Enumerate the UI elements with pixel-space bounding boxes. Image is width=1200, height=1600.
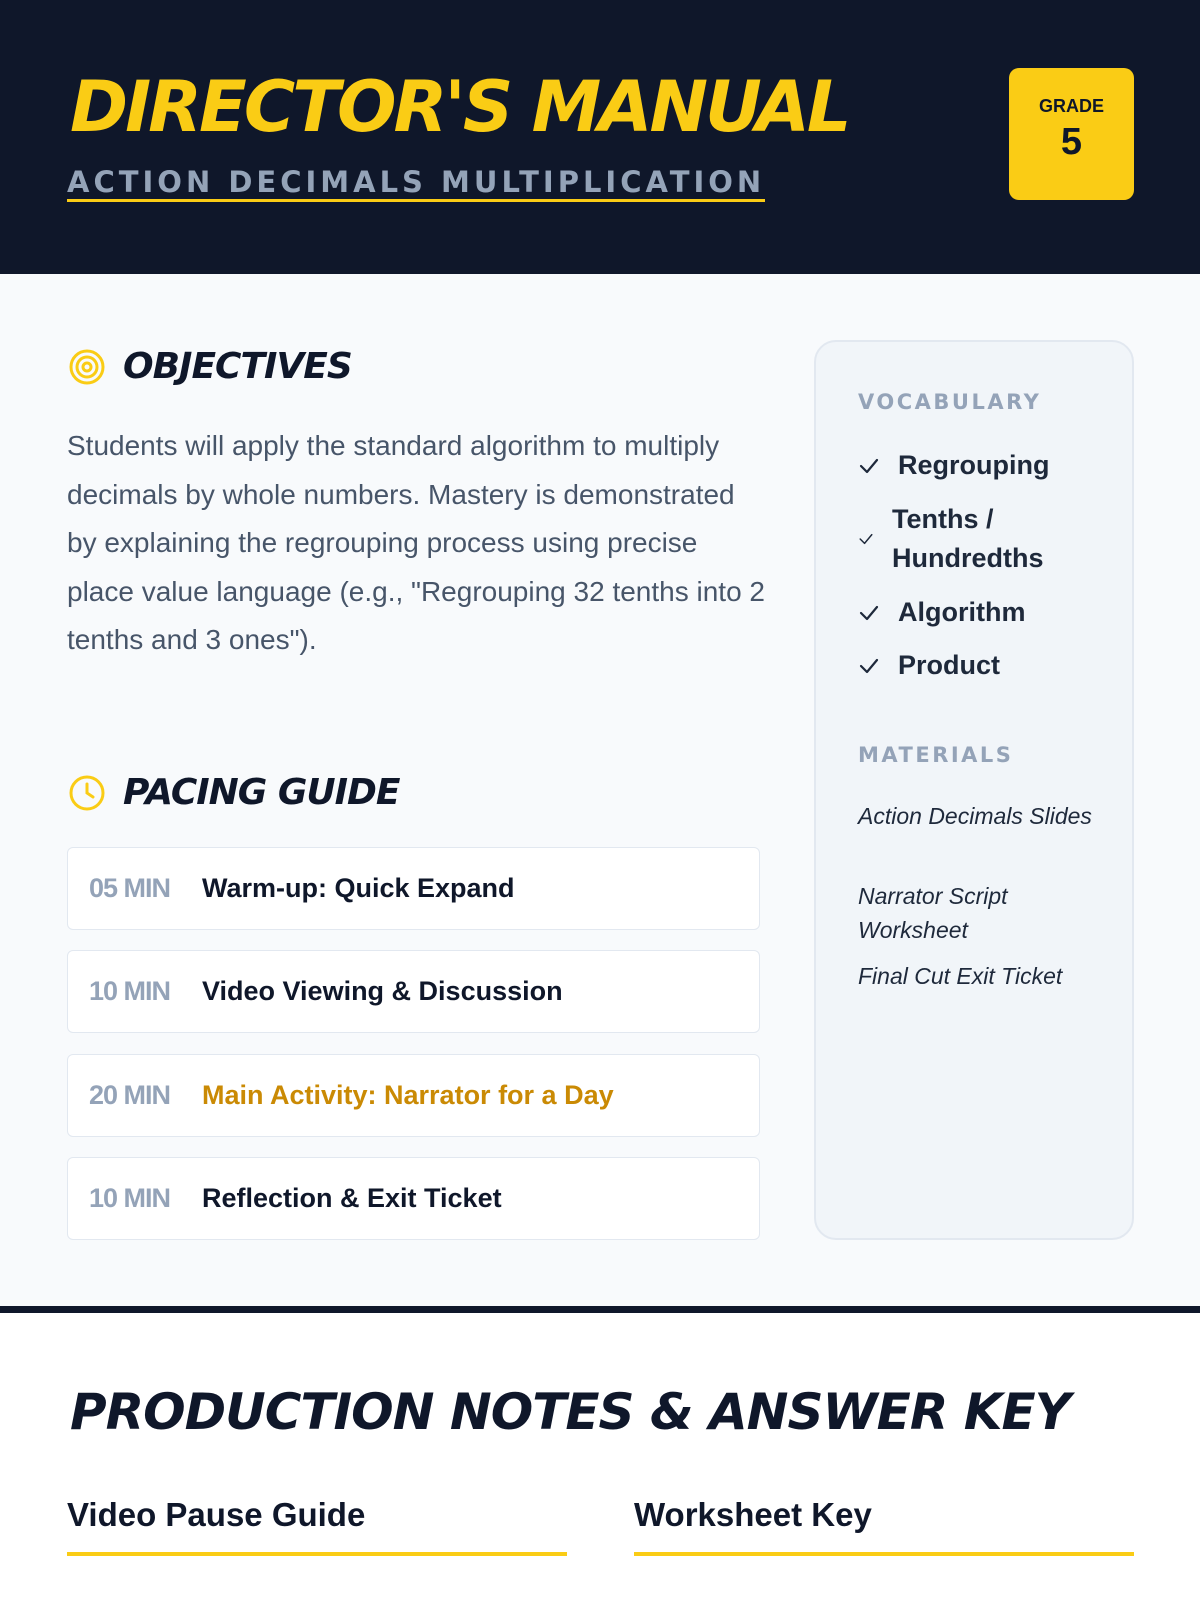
production-section [0,1313,1200,1600]
grade-badge [1009,68,1134,200]
pacing-time: 10 MIN [89,976,171,1006]
header-banner [0,0,1200,274]
pacing-activity: Warm-up: Quick Expand [202,873,515,903]
material-item: Narrator Script Worksheet [858,883,1008,943]
section-divider [0,1306,1200,1313]
pacing-row [67,1054,760,1137]
video-pause-guide-heading: Video Pause Guide [67,1496,567,1556]
pacing-time: 20 MIN [89,1080,171,1110]
vocab-label: Algorithm [898,597,1026,627]
worksheet-key-heading: Worksheet Key [634,1496,1134,1556]
clock-icon [67,773,107,813]
vocab-item [858,646,1000,685]
material-item: Action Decimals Slides [858,803,1092,829]
objectives-text: Students will apply the standard algorithm to multiply decimals by whole numbers. Mastery is demonstrated by explaining the regrouping process using precise place value language (e.g., "Regrouping 32 tenths into 2 tenths and 3 ones"). [67,430,765,655]
grade-value: 5 [1060,121,1083,163]
vocab-label: Regrouping [898,450,1050,480]
grade-label: GRADE [1038,96,1104,116]
vocab-label [892,500,1044,578]
objectives-heading [67,346,352,387]
sidebar-panel [814,340,1134,1240]
material-item: Final Cut Exit Ticket [858,963,1063,989]
page-title: DIRECTOR'S MANUAL [70,66,849,148]
check-icon [858,455,886,477]
page-subtitle: ACTION DECIMALS MULTIPLICATION [67,168,765,202]
pacing-heading [67,772,400,813]
check-icon [858,602,886,624]
pacing-title: PACING GUIDE [123,772,400,813]
target-icon [67,347,107,387]
vocab-item [858,446,1049,485]
production-heading: PRODUCTION NOTES & ANSWER KEY [70,1383,1070,1441]
vocab-item [858,500,1044,578]
vocab-label-line: Tenths / [892,504,994,534]
pacing-row [67,847,760,930]
pacing-row [67,950,760,1033]
vocab-label: Product [898,650,1001,680]
vocab-item [858,593,1026,632]
check-icon [858,531,880,547]
pacing-time: 10 MIN [89,1183,171,1213]
check-icon [858,655,886,677]
objectives-title: OBJECTIVES [123,346,352,387]
pacing-row [67,1157,760,1240]
pacing-activity: Video Viewing & Discussion [202,976,563,1006]
pacing-time: 05 MIN [89,873,171,903]
materials-label: MATERIALS [858,743,1014,767]
pacing-activity-highlight: Main Activity: Narrator for a Day [202,1080,614,1110]
vocab-label-line: Hundredths [892,543,1044,574]
vocabulary-label: VOCABULARY [858,390,1042,414]
pacing-activity: Reflection & Exit Ticket [202,1183,502,1213]
